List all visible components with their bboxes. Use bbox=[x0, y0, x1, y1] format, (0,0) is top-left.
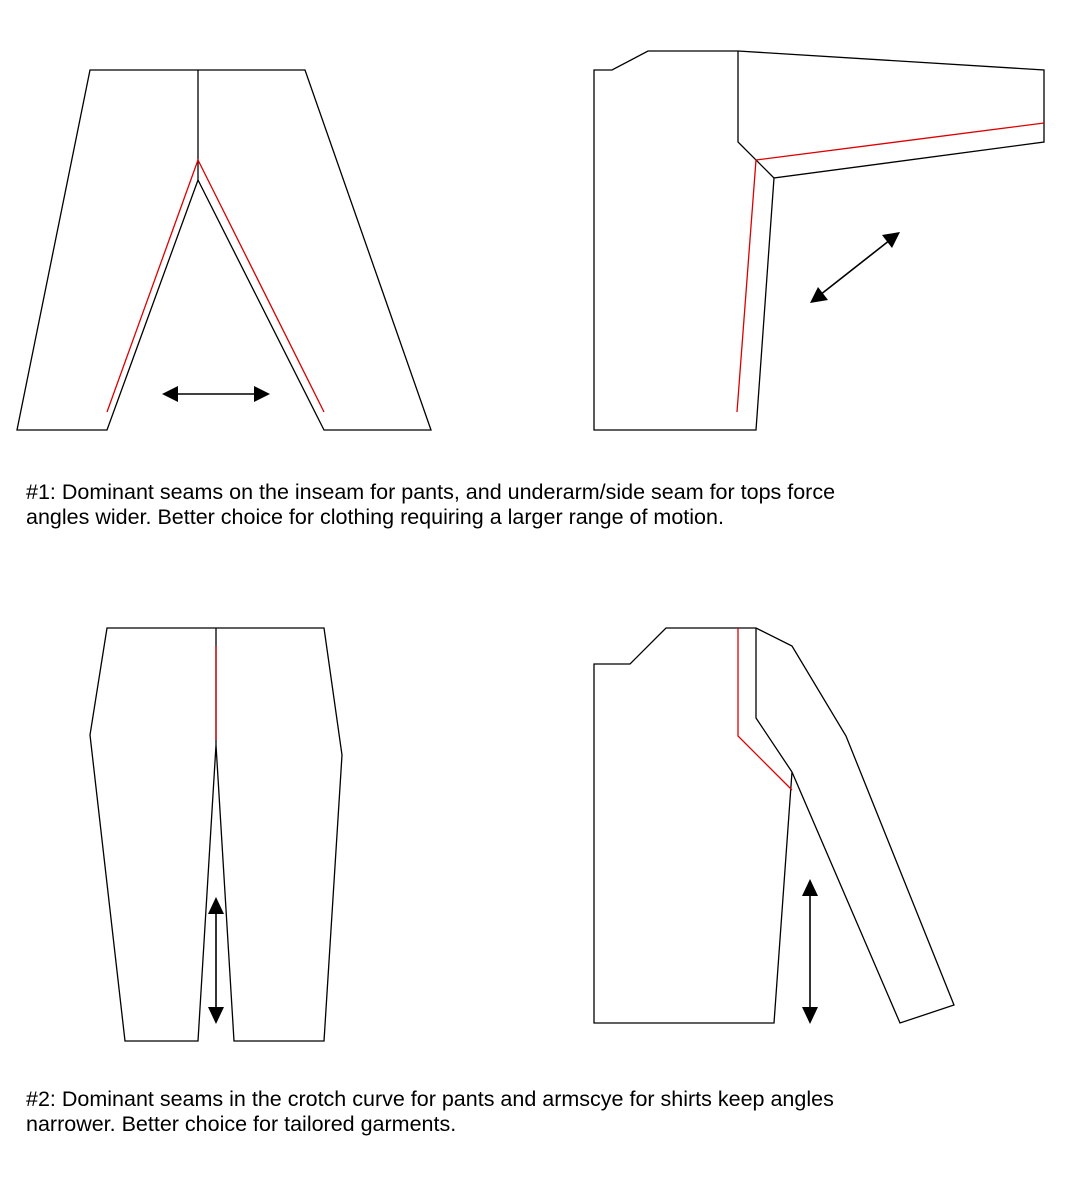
top-outline bbox=[594, 628, 954, 1023]
top-outline bbox=[594, 51, 1044, 430]
horizontal-double-arrow bbox=[162, 386, 270, 402]
caption-section-1 bbox=[26, 480, 1026, 529]
vertical-double-arrow bbox=[208, 897, 224, 1024]
armscye-dominant-seam bbox=[738, 628, 792, 790]
pants-pattern-wide-angle bbox=[17, 70, 431, 430]
caption-line: #2: Dominant seams in the crotch curve for pants and armscye for shirts keep angles bbox=[26, 1087, 834, 1111]
top-pattern-narrow-angle bbox=[594, 628, 954, 1024]
armhole-line bbox=[756, 628, 792, 772]
caption-line: #1: Dominant seams on the inseam for pants, and underarm/side seam for tops force bbox=[26, 480, 836, 504]
pants-pattern-narrow-angle bbox=[90, 628, 342, 1041]
underarm-side-dominant-seam bbox=[737, 123, 1044, 412]
pants-outline bbox=[17, 70, 431, 430]
caption-line: angles wider. Better choice for clothing requiring a larger range of motion. bbox=[26, 504, 724, 529]
caption-section-2 bbox=[26, 1087, 1026, 1136]
caption-line: narrower. Better choice for tailored garments. bbox=[26, 1111, 457, 1136]
inseam-dominant-seam bbox=[107, 160, 324, 412]
vertical-double-arrow bbox=[802, 879, 818, 1024]
top-pattern-wide-angle bbox=[594, 51, 1044, 430]
diagonal-double-arrow bbox=[810, 232, 900, 303]
